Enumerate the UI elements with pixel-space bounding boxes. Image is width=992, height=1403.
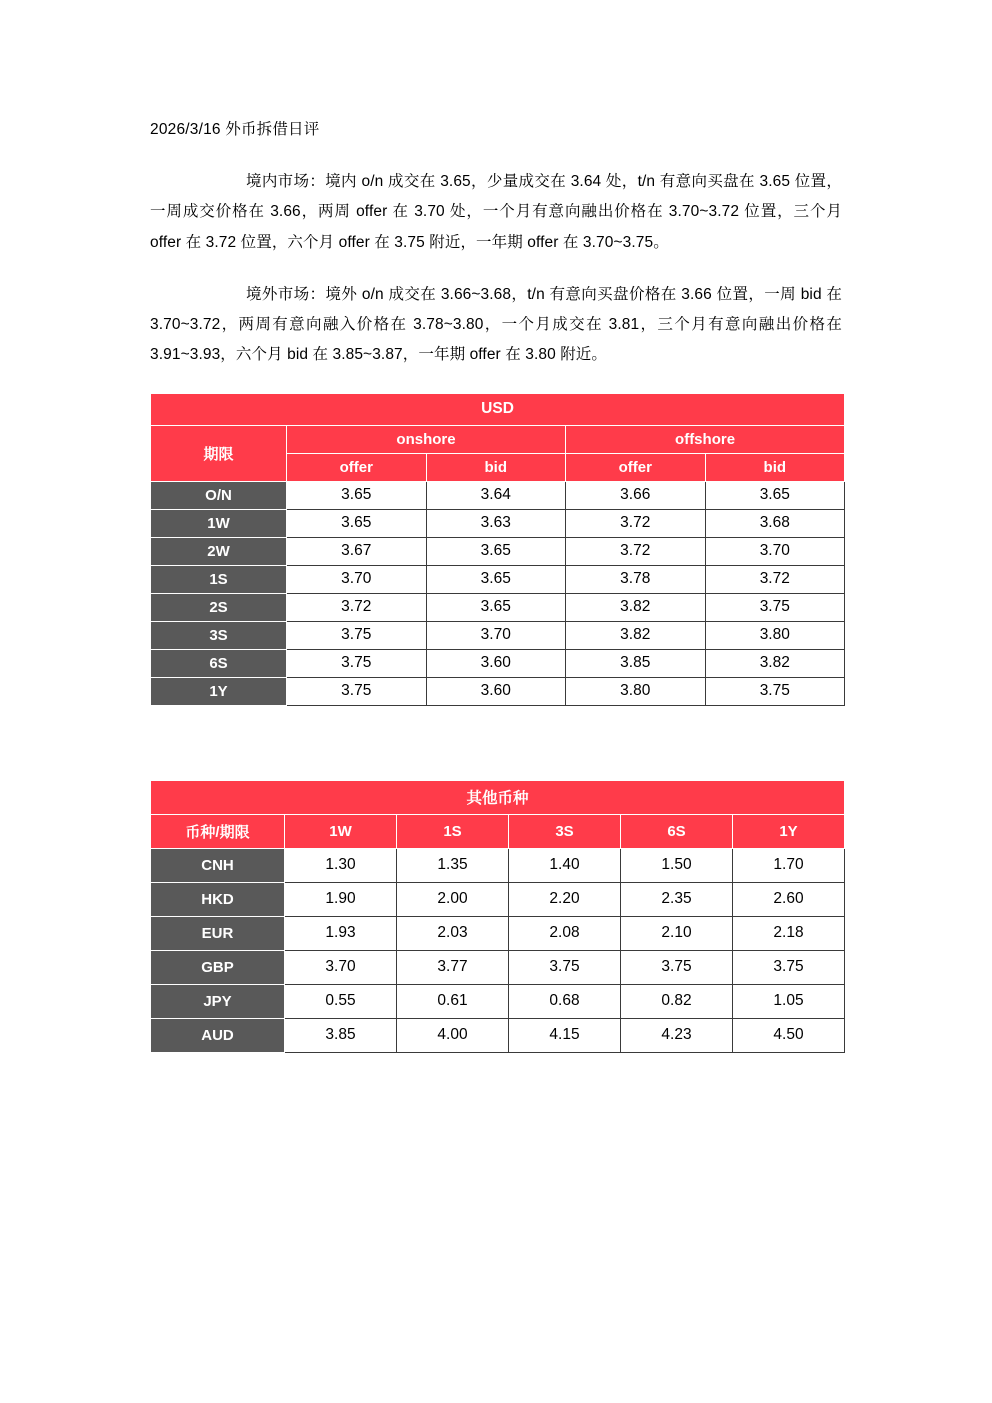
usd-table	[150, 393, 845, 706]
usd-cell: 3.72	[566, 509, 706, 537]
usd-row-label: 2W	[151, 537, 287, 565]
usd-cell: 3.67	[287, 537, 427, 565]
usd-table-container	[150, 393, 842, 706]
usd-cell: 3.75	[705, 593, 845, 621]
table-row	[151, 593, 845, 621]
usd-cell: 3.65	[287, 481, 427, 509]
other-row-label: JPY	[151, 984, 285, 1018]
table-row	[151, 677, 845, 705]
other-cell: 4.23	[621, 1018, 733, 1052]
table-row-group-header	[151, 425, 845, 453]
usd-cell: 3.72	[566, 537, 706, 565]
other-cell: 0.55	[285, 984, 397, 1018]
table-row	[151, 649, 845, 677]
usd-row-label: 3S	[151, 621, 287, 649]
other-cell: 2.00	[397, 882, 509, 916]
usd-tenor-header: 期限	[151, 425, 287, 481]
usd-cell: 3.64	[426, 481, 566, 509]
table-row-title	[151, 780, 845, 814]
usd-cell: 3.65	[426, 593, 566, 621]
other-cell: 4.50	[733, 1018, 845, 1052]
usd-cell: 3.75	[287, 621, 427, 649]
other-cell: 1.50	[621, 848, 733, 882]
usd-cell: 3.65	[287, 509, 427, 537]
other-cell: 3.75	[509, 950, 621, 984]
other-row-label: CNH	[151, 848, 285, 882]
usd-cell: 3.80	[705, 621, 845, 649]
other-cell: 4.00	[397, 1018, 509, 1052]
table-row	[151, 481, 845, 509]
usd-cell: 3.63	[426, 509, 566, 537]
other-cell: 3.75	[733, 950, 845, 984]
other-cell: 0.68	[509, 984, 621, 1018]
usd-cell: 3.60	[426, 677, 566, 705]
usd-group-offshore: offshore	[566, 425, 845, 453]
usd-row-label: 2S	[151, 593, 287, 621]
other-corner-header: 币种/期限	[151, 814, 285, 848]
usd-row-label: O/N	[151, 481, 287, 509]
paragraph-offshore: 境外市场：境外 o/n 成交在 3.66~3.68，t/n 有意向买盘价格在 3.66 位置，一周 bid 在 3.70~3.72，两周有意向融入价格在 3.78~3.80，一个月成交在 3.81，三个月有意向融出价格在 3.91~3.93，六个月 bid 在 3.85~3.87，一年期 offer 在 3.80 附近。	[150, 285, 842, 364]
usd-cell: 3.78	[566, 565, 706, 593]
table-row	[151, 621, 845, 649]
usd-cell: 3.75	[287, 649, 427, 677]
table-row-header	[151, 814, 845, 848]
table-row	[151, 950, 845, 984]
other-row-label: HKD	[151, 882, 285, 916]
other-cell: 2.10	[621, 916, 733, 950]
usd-cell: 3.65	[705, 481, 845, 509]
other-cell: 0.61	[397, 984, 509, 1018]
other-cell: 3.77	[397, 950, 509, 984]
other-row-label: AUD	[151, 1018, 285, 1052]
other-cell: 2.20	[509, 882, 621, 916]
usd-group-onshore: onshore	[287, 425, 566, 453]
table-row	[151, 916, 845, 950]
other-cell: 3.75	[621, 950, 733, 984]
other-cell: 2.18	[733, 916, 845, 950]
usd-table-title: USD	[151, 393, 845, 425]
other-cell: 2.08	[509, 916, 621, 950]
other-row-label: EUR	[151, 916, 285, 950]
other-header-3s: 3S	[509, 814, 621, 848]
other-cell: 2.03	[397, 916, 509, 950]
other-cell: 2.60	[733, 882, 845, 916]
usd-subheader-offshore-offer: offer	[566, 453, 706, 481]
other-cell: 3.70	[285, 950, 397, 984]
usd-cell: 3.80	[566, 677, 706, 705]
table-row	[151, 848, 845, 882]
other-table-title: 其他币种	[151, 780, 845, 814]
other-cell: 3.85	[285, 1018, 397, 1052]
usd-cell: 3.75	[287, 677, 427, 705]
table-row	[151, 509, 845, 537]
other-cell: 1.30	[285, 848, 397, 882]
usd-cell: 3.75	[705, 677, 845, 705]
other-cell: 0.82	[621, 984, 733, 1018]
usd-cell: 3.70	[705, 537, 845, 565]
table-row-title	[151, 393, 845, 425]
usd-cell: 3.72	[287, 593, 427, 621]
other-cell: 1.35	[397, 848, 509, 882]
usd-cell: 3.82	[566, 593, 706, 621]
usd-subheader-offshore-bid: bid	[705, 453, 845, 481]
other-cell: 1.90	[285, 882, 397, 916]
other-row-label: GBP	[151, 950, 285, 984]
usd-cell: 3.85	[566, 649, 706, 677]
other-table-container	[150, 780, 842, 1053]
table-row	[151, 565, 845, 593]
other-cell: 1.93	[285, 916, 397, 950]
usd-subheader-onshore-offer: offer	[287, 453, 427, 481]
page-title: 2026/3/16 外币拆借日评	[150, 121, 320, 138]
usd-cell: 3.82	[566, 621, 706, 649]
usd-cell: 3.65	[426, 537, 566, 565]
table-row	[151, 984, 845, 1018]
paragraph-onshore: 境内市场：境内 o/n 成交在 3.65，少量成交在 3.64 处，t/n 有意向买盘在 3.65 位置，一周成交价格在 3.66，两周 offer 在 3.70 处，一个月有意向融出价格在 3.70~3.72 位置，三个月 offer 在 3.72 位置，六个月 offer 在 3.75 附近，一年期 offer 在 3.70~3.75。	[150, 173, 842, 251]
usd-cell: 3.60	[426, 649, 566, 677]
usd-subheader-onshore-bid: bid	[426, 453, 566, 481]
other-currency-table	[150, 780, 845, 1053]
other-cell: 1.70	[733, 848, 845, 882]
other-cell: 1.05	[733, 984, 845, 1018]
other-cell: 4.15	[509, 1018, 621, 1052]
other-header-6s: 6S	[621, 814, 733, 848]
table-row	[151, 1018, 845, 1052]
usd-cell: 3.70	[426, 621, 566, 649]
usd-cell: 3.68	[705, 509, 845, 537]
usd-cell: 3.65	[426, 565, 566, 593]
usd-row-label: 1S	[151, 565, 287, 593]
table-row	[151, 537, 845, 565]
usd-row-label: 6S	[151, 649, 287, 677]
table-row	[151, 882, 845, 916]
other-header-1y: 1Y	[733, 814, 845, 848]
usd-cell: 3.72	[705, 565, 845, 593]
usd-cell: 3.82	[705, 649, 845, 677]
other-header-1s: 1S	[397, 814, 509, 848]
other-header-1w: 1W	[285, 814, 397, 848]
other-cell: 2.35	[621, 882, 733, 916]
other-cell: 1.40	[509, 848, 621, 882]
usd-row-label: 1W	[151, 509, 287, 537]
usd-cell: 3.70	[287, 565, 427, 593]
usd-row-label: 1Y	[151, 677, 287, 705]
usd-cell: 3.66	[566, 481, 706, 509]
